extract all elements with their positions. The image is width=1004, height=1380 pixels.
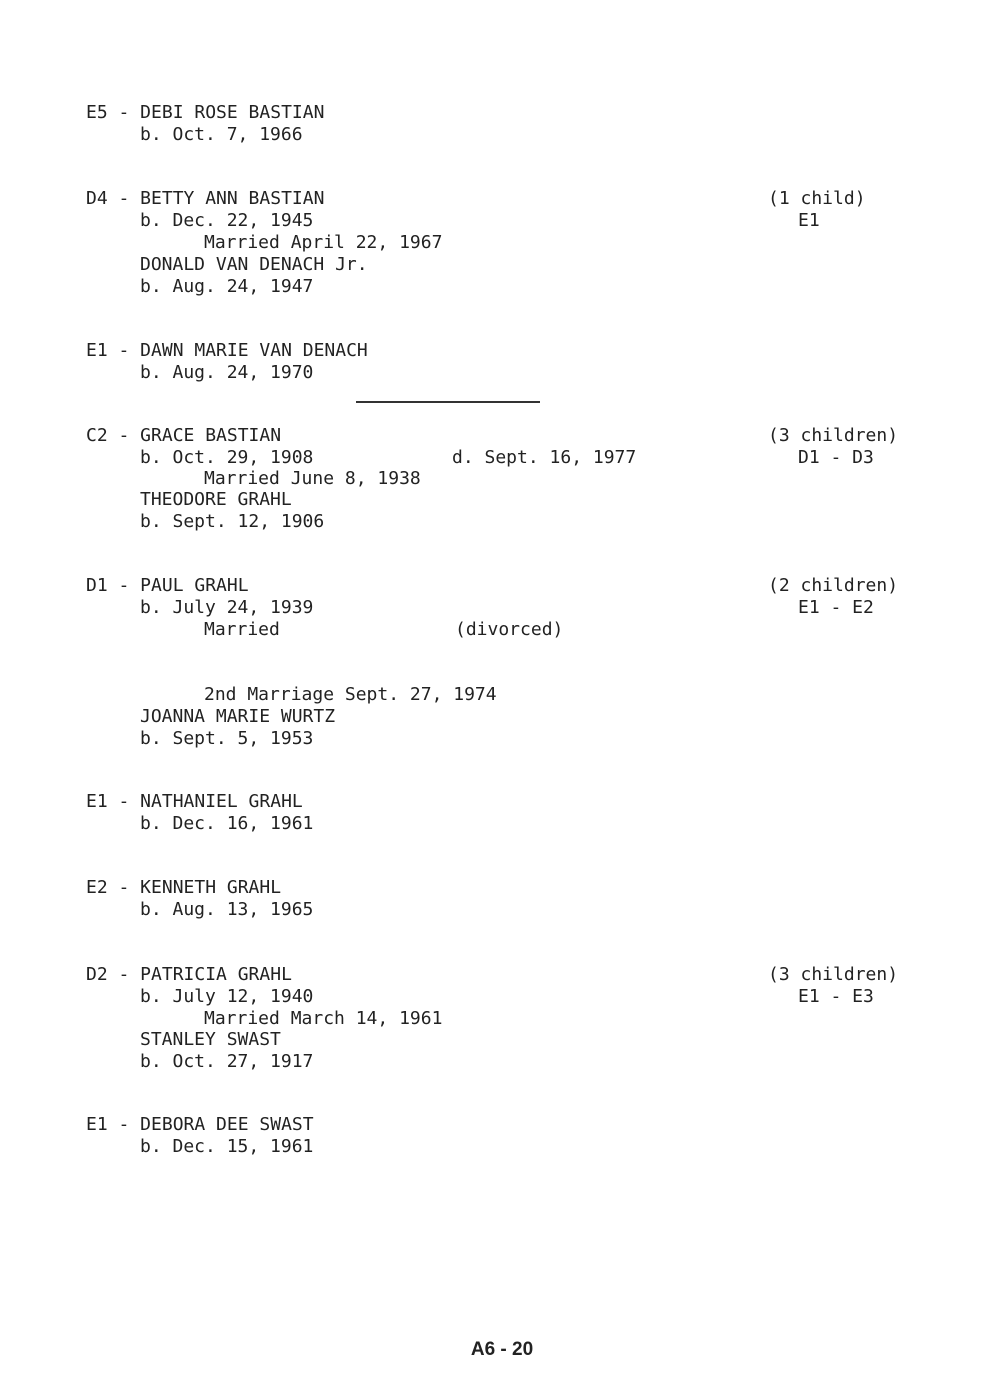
entry-heading: E1 - DAWN MARIE VAN DENACH <box>86 340 368 361</box>
second-spouse-name: JOANNA MARIE WURTZ <box>140 706 336 727</box>
spouse-birth-date: b. Sept. 12, 1906 <box>140 511 325 532</box>
page-number: A6 - 20 <box>470 1339 534 1360</box>
entry-heading: E1 - DEBORA DEE SWAST <box>86 1114 314 1135</box>
spouse-name: DONALD VAN DENACH Jr. <box>140 254 368 275</box>
children-codes: E1 - E2 <box>798 597 874 618</box>
second-marriage-date: 2nd Marriage Sept. 27, 1974 <box>204 684 497 705</box>
spouse-name: THEODORE GRAHL <box>140 489 292 510</box>
children-count: (3 children) <box>768 425 899 446</box>
birth-date: b. July 12, 1940 <box>140 986 314 1007</box>
spouse-birth-date: b. Aug. 24, 1947 <box>140 276 314 297</box>
birth-date: b. Aug. 13, 1965 <box>140 899 314 920</box>
entry-heading: D2 - PATRICIA GRAHL <box>86 964 292 985</box>
birth-date: b. Oct. 7, 1966 <box>140 124 303 145</box>
birth-date: b. Dec. 22, 1945 <box>140 210 314 231</box>
entry-heading: D4 - BETTY ANN BASTIAN <box>86 188 325 209</box>
birth-date: b. July 24, 1939 <box>140 597 314 618</box>
children-count: (2 children) <box>768 575 899 596</box>
marriage-date: Married April 22, 1967 <box>204 232 443 253</box>
second-spouse-birth-date: b. Sept. 5, 1953 <box>140 728 314 749</box>
section-divider <box>356 401 540 403</box>
children-codes: E1 <box>798 210 820 231</box>
marriage-label: Married <box>204 619 280 640</box>
children-count: (3 children) <box>768 964 899 985</box>
birth-date: b. Dec. 16, 1961 <box>140 813 314 834</box>
spouse-birth-date: b. Oct. 27, 1917 <box>140 1051 314 1072</box>
entry-heading: E5 - DEBI ROSE BASTIAN <box>86 102 325 123</box>
birth-date: b. Aug. 24, 1970 <box>140 362 314 383</box>
birth-date: b. Oct. 29, 1908 <box>140 447 314 468</box>
marriage-date: Married March 14, 1961 <box>204 1008 443 1029</box>
death-date: d. Sept. 16, 1977 <box>452 447 637 468</box>
entry-heading: C2 - GRACE BASTIAN <box>86 425 282 446</box>
entry-heading: D1 - PAUL GRAHL <box>86 575 249 596</box>
entry-heading: E1 - NATHANIEL GRAHL <box>86 791 303 812</box>
entry-heading: E2 - KENNETH GRAHL <box>86 877 282 898</box>
children-count: (1 child) <box>768 188 866 209</box>
children-codes: D1 - D3 <box>798 447 874 468</box>
spouse-name: STANLEY SWAST <box>140 1029 281 1050</box>
divorced-note: (divorced) <box>455 619 564 640</box>
marriage-date: Married June 8, 1938 <box>204 468 421 489</box>
children-codes: E1 - E3 <box>798 986 874 1007</box>
birth-date: b. Dec. 15, 1961 <box>140 1136 314 1157</box>
